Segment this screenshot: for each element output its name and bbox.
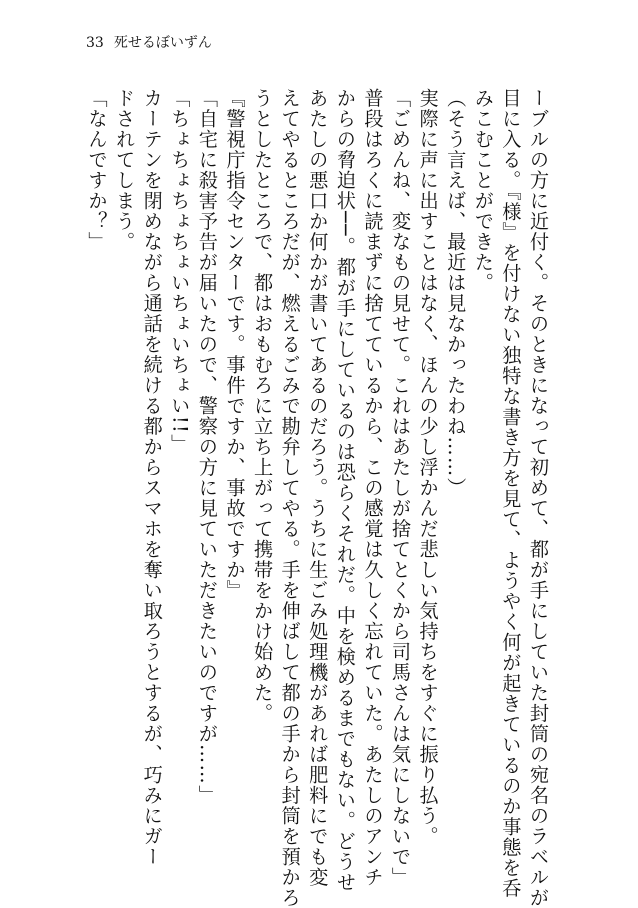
running-header: [86, 34, 212, 52]
text-line: ーブルの方に近付く。そのときになって初めて、都が手にしていた封筒の宛名のラベルが: [527, 88, 550, 908]
text-line: えてやるところだが、燃えるごみで勘弁してやる。手を伸ばして都の手から封筒を預かろ: [278, 88, 302, 908]
text-line: カーテンを閉めながら通話を続ける都からスマホを奪い取ろうとするが、巧みにガー: [140, 88, 164, 867]
text-line: 目に入る。『様』を付けない独特な書き方を見て、ようやく何が起きているのか事態を呑: [499, 88, 523, 899]
book-title: 死せるぼいずん: [113, 35, 212, 51]
text-line: 「ちょちょちょちょいちょいちょい!!」: [168, 88, 192, 455]
text-line: 「自宅に殺害予告が届いたので、警察の方に見ていただきたいのですが……」: [195, 88, 219, 806]
text-line: あたしの悪口か何かが書いてあるのだろう。うちに生ごみ処理機があれば肥料にでも変: [306, 88, 330, 888]
text-line: みこむことができた。: [471, 88, 495, 293]
text-line: （そう言えば、最近は見なかったわね……）: [444, 88, 468, 498]
text-line: からの脅迫状──。都が手にしているのは恐らくそれだ。中を検めるまでもない。どうせ: [333, 88, 357, 893]
text-line: うとしたところで、都はおもむろに立ち上がって携帯をかけ始めた。: [251, 88, 275, 724]
text-line: 「なんですか？」: [85, 88, 109, 252]
text-line: 実際に声に出すことはなく、ほんの少し浮かんだ悲しい気持ちをすぐに振り払う。: [416, 88, 440, 847]
body-text: [83, 88, 552, 908]
text-line: ドされてしまう。: [113, 88, 137, 252]
text-line: 普段はろくに読まずに捨てているから、この感覚は久しく忘れていた。あたしのアンチ: [361, 88, 385, 888]
text-line: 『警視庁指令センターです。事件ですか、事故ですか』: [223, 88, 247, 601]
page-number: 33: [86, 35, 104, 51]
text-line: 「ごめんね、変なもの見せて。これはあたしが捨てとくから司馬さんは気にしないで」: [389, 88, 413, 888]
